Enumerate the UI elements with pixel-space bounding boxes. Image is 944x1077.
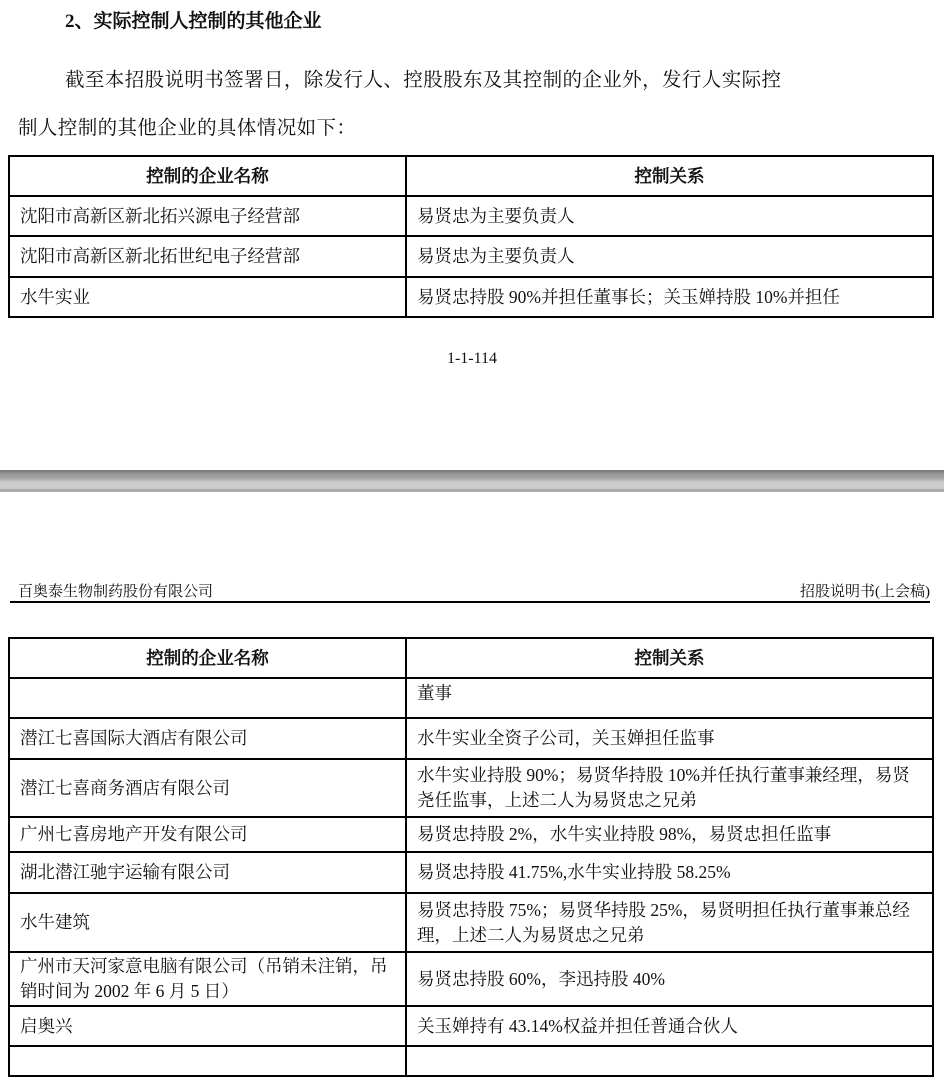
control-relation: 易贤忠持股 75%；易贤华持股 25%，易贤明担任执行董事兼总经理，上述二人为易贤忠之兄弟	[406, 893, 933, 952]
enterprise-name: 广州七喜房地产开发有限公司	[9, 817, 406, 852]
table-header-row	[9, 638, 933, 678]
header-rule	[10, 601, 930, 603]
column-header-name: 控制的企业名称	[9, 156, 406, 196]
table-row	[9, 277, 933, 317]
enterprise-name	[9, 678, 406, 718]
table-header-row	[9, 156, 933, 196]
table-row	[9, 678, 933, 718]
enterprise-name: 潜江七喜国际大酒店有限公司	[9, 718, 406, 759]
column-header-relation: 控制关系	[406, 638, 933, 678]
page-separator	[0, 470, 944, 492]
table-row	[9, 852, 933, 893]
table-row	[9, 817, 933, 852]
table-row	[9, 952, 933, 1006]
column-header-name: 控制的企业名称	[9, 638, 406, 678]
enterprise-name: 潜江七喜商务酒店有限公司	[9, 759, 406, 817]
control-relation: 关玉婵持有 43.14%权益并担任普通合伙人	[406, 1006, 933, 1046]
paragraph-line-1: 截至本招股说明书签署日，除发行人、控股股东及其控制的企业外，发行人实际控	[65, 70, 782, 91]
section-heading: 2、实际控制人控制的其他企业	[65, 11, 322, 32]
table-row	[9, 1046, 933, 1076]
control-relation: 水牛实业持股 90%；易贤华持股 10%并任执行董事兼经理，易贤尧任监事，上述二人为易贤忠之兄弟	[406, 759, 933, 817]
enterprise-name: 水牛实业	[9, 277, 406, 317]
table-row	[9, 893, 933, 952]
enterprise-name: 湖北潜江驰宇运输有限公司	[9, 852, 406, 893]
controlled-enterprises-table-1	[8, 155, 934, 318]
paragraph-line-2: 制人控制的其他企业的具体情况如下：	[18, 118, 357, 139]
control-relation: 易贤忠为主要负责人	[406, 236, 933, 277]
enterprise-name	[9, 1046, 406, 1076]
controlled-enterprises-table-2	[8, 637, 934, 1077]
control-relation: 易贤忠持股 60%，李迅持股 40%	[406, 952, 933, 1006]
enterprise-name: 广州市天河家意电脑有限公司（吊销未注销，吊销时间为 2002 年 6 月 5 日）	[9, 952, 406, 1006]
control-relation	[406, 1046, 933, 1076]
header-company-name: 百奥泰生物制药股份有限公司	[18, 584, 214, 600]
enterprise-name: 水牛建筑	[9, 893, 406, 952]
control-relation: 水牛实业全资子公司，关玉婵担任监事	[406, 718, 933, 759]
table-row	[9, 196, 933, 236]
table-row	[9, 236, 933, 277]
enterprise-name: 沈阳市高新区新北拓世纪电子经营部	[9, 236, 406, 277]
control-relation: 董事	[406, 678, 933, 718]
control-relation: 易贤忠持股 2%，水牛实业持股 98%，易贤忠担任监事	[406, 817, 933, 852]
control-relation: 易贤忠持股 41.75%,水牛实业持股 58.25%	[406, 852, 933, 893]
page-number: 1-1-114	[446, 350, 498, 367]
control-relation: 易贤忠持股 90%并担任董事长；关玉婵持股 10%并担任	[406, 277, 933, 317]
control-relation: 易贤忠为主要负责人	[406, 196, 933, 236]
header-document-title: 招股说明书(上会稿)	[800, 584, 930, 600]
enterprise-name: 沈阳市高新区新北拓兴源电子经营部	[9, 196, 406, 236]
table-row	[9, 759, 933, 817]
column-header-relation: 控制关系	[406, 156, 933, 196]
enterprise-name: 启奥兴	[9, 1006, 406, 1046]
table-row	[9, 718, 933, 759]
table-row	[9, 1006, 933, 1046]
